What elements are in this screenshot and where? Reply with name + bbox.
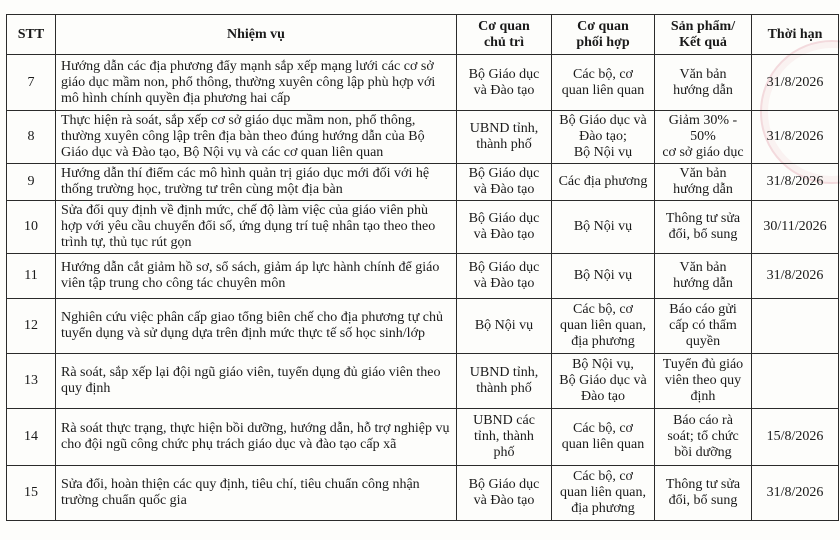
row-coordinating-agency: Các bộ, cơ quan liên quan bbox=[552, 409, 655, 466]
row-coordinating-agency: Các bộ, cơ quan liên quan, địa phương bbox=[552, 299, 655, 354]
header-stt: STT bbox=[7, 15, 56, 55]
row-product: Văn bản hướng dẫn bbox=[655, 254, 752, 299]
row-product: Báo cáo gửi cấp có thẩm quyền bbox=[655, 299, 752, 354]
row-deadline: 31/8/2026 bbox=[752, 254, 839, 299]
table-row bbox=[7, 466, 839, 521]
row-product: Tuyển đủ giáo viên theo quy định bbox=[655, 354, 752, 409]
row-task: Rà soát, sắp xếp lại đội ngũ giáo viên, tuyển dụng đủ giáo viên theo quy định bbox=[56, 354, 457, 409]
table-row bbox=[7, 299, 839, 354]
row-deadline: 15/8/2026 bbox=[752, 409, 839, 466]
row-task: Thực hiện rà soát, sắp xếp cơ sở giáo dục mầm non, phổ thông, thường xuyên công lập trên địa bàn theo đúng hướng dẫn của Bộ Giáo dục và Đào tạo, Bộ Nội vụ và các cơ quan liên quan bbox=[56, 111, 457, 164]
header-lead-agency: Cơ quan chủ trì bbox=[457, 15, 552, 55]
row-stt: 10 bbox=[7, 201, 56, 254]
row-deadline: 31/8/2026 bbox=[752, 55, 839, 111]
row-lead-agency: Bộ Giáo dục và Đào tạo bbox=[457, 201, 552, 254]
row-coordinating-agency: Các địa phương bbox=[552, 164, 655, 201]
row-lead-agency: UBND tỉnh, thành phố bbox=[457, 354, 552, 409]
row-coordinating-agency: Bộ Giáo dục và Đào tạo; Bộ Nội vụ bbox=[552, 111, 655, 164]
row-product: Báo cáo rà soát; tổ chức bồi dưỡng bbox=[655, 409, 752, 466]
row-deadline: 31/8/2026 bbox=[752, 111, 839, 164]
row-lead-agency: Bộ Giáo dục và Đào tạo bbox=[457, 254, 552, 299]
row-stt: 15 bbox=[7, 466, 56, 521]
row-lead-agency: UBND các tỉnh, thành phố bbox=[457, 409, 552, 466]
header-coordinating-agency: Cơ quan phối hợp bbox=[552, 15, 655, 55]
row-stt: 8 bbox=[7, 111, 56, 164]
table-row bbox=[7, 354, 839, 409]
table-row bbox=[7, 164, 839, 201]
row-lead-agency: Bộ Nội vụ bbox=[457, 299, 552, 354]
row-stt: 14 bbox=[7, 409, 56, 466]
task-table bbox=[6, 14, 839, 521]
row-deadline: 31/8/2026 bbox=[752, 466, 839, 521]
row-coordinating-agency: Bộ Nội vụ, Bộ Giáo dục và Đào tạo bbox=[552, 354, 655, 409]
row-coordinating-agency: Bộ Nội vụ bbox=[552, 201, 655, 254]
table-row bbox=[7, 201, 839, 254]
row-deadline: 30/11/2026 bbox=[752, 201, 839, 254]
row-deadline bbox=[752, 354, 839, 409]
row-lead-agency: Bộ Giáo dục và Đào tạo bbox=[457, 55, 552, 111]
row-task: Hướng dẫn cắt giảm hồ sơ, sổ sách, giảm áp lực hành chính để giáo viên tập trung cho công tác chuyên môn bbox=[56, 254, 457, 299]
row-task: Sửa đổi quy định về định mức, chế độ làm việc của giáo viên phù hợp với yêu cầu chuyển đổi số, ứng dụng trí tuệ nhân tạo theo theo trình tự, thủ tục rút gọn bbox=[56, 201, 457, 254]
row-stt: 11 bbox=[7, 254, 56, 299]
row-coordinating-agency: Các bộ, cơ quan liên quan, địa phương bbox=[552, 466, 655, 521]
row-deadline bbox=[752, 299, 839, 354]
row-coordinating-agency: Các bộ, cơ quan liên quan bbox=[552, 55, 655, 111]
table-header-row bbox=[7, 15, 839, 55]
row-stt: 9 bbox=[7, 164, 56, 201]
row-coordinating-agency: Bộ Nội vụ bbox=[552, 254, 655, 299]
row-deadline: 31/8/2026 bbox=[752, 164, 839, 201]
row-task: Sửa đổi, hoàn thiện các quy định, tiêu chí, tiêu chuẩn công nhận trường chuẩn quốc gia bbox=[56, 466, 457, 521]
table-row bbox=[7, 409, 839, 466]
row-product: Thông tư sửa đổi, bổ sung bbox=[655, 201, 752, 254]
row-task: Nghiên cứu việc phân cấp giao tổng biên chế cho địa phương tự chủ tuyển dụng và sử dụng dựa trên định mức thực tế số học sinh/lớp bbox=[56, 299, 457, 354]
row-product: Văn bản hướng dẫn bbox=[655, 55, 752, 111]
row-stt: 7 bbox=[7, 55, 56, 111]
header-deadline: Thời hạn bbox=[752, 15, 839, 55]
row-lead-agency: Bộ Giáo dục và Đào tạo bbox=[457, 466, 552, 521]
table-row bbox=[7, 55, 839, 111]
row-stt: 13 bbox=[7, 354, 56, 409]
row-product: Giảm 30% - 50% cơ sở giáo dục bbox=[655, 111, 752, 164]
table-row bbox=[7, 111, 839, 164]
header-product: Sản phẩm/ Kết quả bbox=[655, 15, 752, 55]
table-row bbox=[7, 254, 839, 299]
row-lead-agency: Bộ Giáo dục và Đào tạo bbox=[457, 164, 552, 201]
row-task: Hướng dẫn thí điểm các mô hình quản trị giáo dục mới đối với hệ thống trường học, trường tư trên cùng một địa bàn bbox=[56, 164, 457, 201]
header-task: Nhiệm vụ bbox=[56, 15, 457, 55]
row-task: Hướng dẫn các địa phương đẩy mạnh sắp xếp mạng lưới các cơ sở giáo dục mầm non, phổ thông, thường xuyên công lập phù hợp với mô hình chính quyền địa phương hai cấp bbox=[56, 55, 457, 111]
row-lead-agency: UBND tỉnh, thành phố bbox=[457, 111, 552, 164]
row-product: Văn bản hướng dẫn bbox=[655, 164, 752, 201]
row-product: Thông tư sửa đổi, bổ sung bbox=[655, 466, 752, 521]
row-stt: 12 bbox=[7, 299, 56, 354]
row-task: Rà soát thực trạng, thực hiện bồi dưỡng, hướng dẫn, hỗ trợ nghiệp vụ cho đội ngũ công chức phụ trách giáo dục và đào tạo cấp xã bbox=[56, 409, 457, 466]
